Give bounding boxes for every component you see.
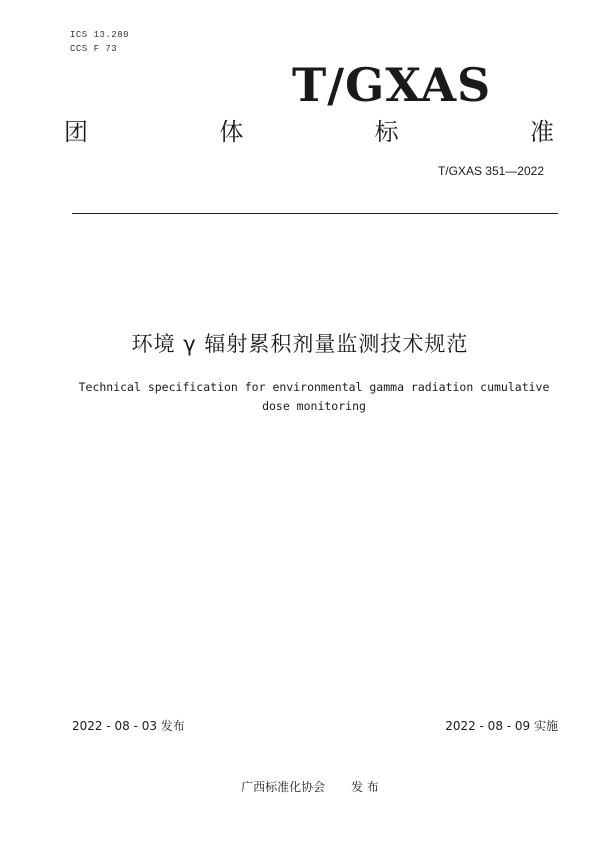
issue-date: 2022 - 08 - 03 发布 xyxy=(72,719,185,733)
ics-code: ICS 13.280 xyxy=(70,30,130,40)
publisher xyxy=(0,778,600,795)
standard-number: T/GXAS 351—2022 xyxy=(437,164,544,178)
header-divider xyxy=(72,213,558,214)
publisher-action: 发 布 xyxy=(351,780,379,794)
standard-type-char: 准 xyxy=(529,118,554,146)
implementation-date: 2022 - 08 - 09 实施 xyxy=(445,719,558,733)
standard-type-heading xyxy=(64,112,554,147)
standard-type-char: 体 xyxy=(219,118,244,146)
document-title-english-line1: Technical specification for environmental gamma radiation cumulative xyxy=(78,380,550,394)
document-title-english-line2: dose monitoring xyxy=(262,399,366,413)
ccs-code: CCS F 73 xyxy=(70,44,118,54)
standard-type-char: 团 xyxy=(64,118,88,146)
publisher-name: 广西标准化协会 xyxy=(241,780,326,794)
standard-brand-logo: T/GXAS xyxy=(292,58,492,112)
standard-type-char: 标 xyxy=(374,118,399,146)
document-title-chinese: 环境 γ 辐射累积剂量监测技术规范 xyxy=(131,332,469,356)
